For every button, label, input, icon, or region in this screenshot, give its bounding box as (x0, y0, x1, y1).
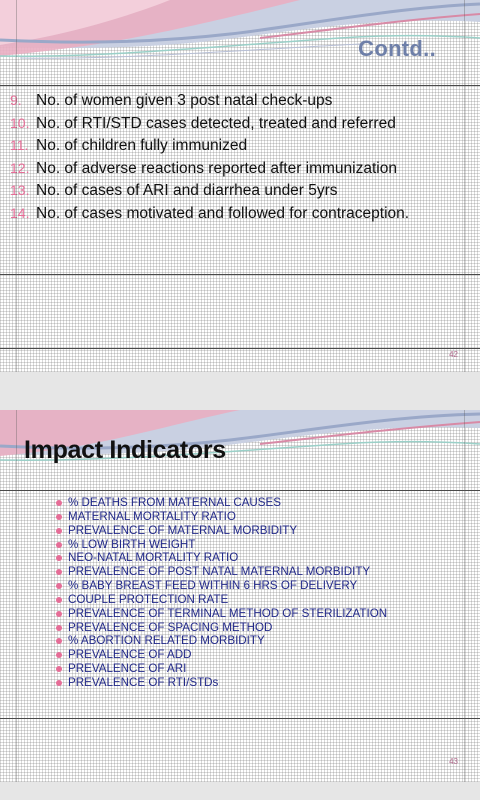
bullet-item: PREVALENCE OF POST NATAL MATERNAL MORBIDITY (56, 565, 456, 579)
bullet-dot-icon (56, 542, 62, 548)
grid-line (0, 85, 480, 86)
grid-line (464, 0, 465, 372)
item-text: No. of women given 3 post natal check-ups (36, 92, 333, 109)
bullet-item: PREVALENCE OF MATERNAL MORBIDITY (56, 524, 456, 538)
bullet-item: % BABY BREAST FEED WITHIN 6 HRS OF DELIVERY (56, 579, 456, 593)
bullet-dot-icon (56, 569, 62, 575)
slide-43 (0, 410, 480, 782)
item-text: No. of adverse reactions reported after immunization (36, 159, 397, 177)
bullet-dot-icon (56, 611, 62, 617)
numbered-list (10, 92, 470, 228)
bullet-item: COUPLE PROTECTION RATE (56, 593, 456, 607)
grid-line (0, 718, 480, 719)
bullet-item: PREVALENCE OF RTI/STDs (56, 676, 456, 690)
item-number: 12. (10, 159, 30, 176)
item-number: 11. (10, 137, 29, 154)
bullet-item: PREVALENCE OF SPACING METHOD (56, 621, 456, 635)
grid-line (16, 410, 17, 782)
grid-line (0, 490, 480, 491)
item-text: No. of RTI/STD cases detected, treated and referred (36, 114, 396, 132)
bullet-dot-icon (56, 680, 62, 686)
bullet-dot-icon (56, 514, 62, 520)
bullet-dot-icon (56, 666, 62, 672)
grid-line (16, 0, 17, 372)
bullet-dot-icon (56, 625, 62, 631)
list-item (10, 182, 470, 199)
grid-line (464, 410, 465, 782)
bullet-item: % LOW BIRTH WEIGHT (56, 538, 456, 552)
bullet-dot-icon (56, 555, 62, 561)
bullet-dot-icon (56, 652, 62, 658)
page-number: 42 (449, 350, 458, 359)
bullet-item: MATERNAL MORTALITY RATIO (56, 510, 456, 524)
list-item (10, 137, 470, 154)
list-item (10, 92, 470, 109)
item-number: 13. (10, 182, 30, 199)
list-item (10, 205, 470, 222)
bullet-item: PREVALENCE OF ARI (56, 662, 456, 676)
grid-line (0, 348, 480, 349)
slide-42 (0, 0, 480, 372)
bullet-item: PREVALENCE OF TERMINAL METHOD OF STERILIZATION (56, 607, 456, 621)
item-number: 10. (10, 114, 30, 131)
list-item (10, 115, 470, 132)
page-number: 43 (449, 757, 458, 766)
bullet-item: % ABORTION RELATED MORBIDITY (56, 634, 456, 648)
bullet-dot-icon (56, 638, 62, 644)
item-text: No. of cases of ARI and diarrhea under 5yrs (36, 182, 338, 200)
slide-title: Impact Indicators (24, 436, 226, 464)
bullet-item: PREVALENCE OF ADD (56, 648, 456, 662)
grid-line (0, 274, 480, 275)
bullet-item: % DEATHS FROM MATERNAL CAUSES (56, 496, 456, 510)
bullet-dot-icon (56, 597, 62, 603)
item-text: No. of cases motivated and followed for contraception. (36, 204, 410, 222)
item-text: No. of children fully immunized (36, 137, 248, 155)
bullet-dot-icon (56, 500, 62, 506)
list-item (10, 160, 470, 177)
item-number: 14. (10, 204, 30, 221)
bullet-item: NEO-NATAL MORTALITY RATIO (56, 551, 456, 565)
bullet-dot-icon (56, 528, 62, 534)
bullet-dot-icon (56, 583, 62, 589)
bullet-list (56, 496, 456, 690)
slide-title: Contd.. (358, 36, 436, 61)
item-number: 9. (10, 92, 22, 108)
